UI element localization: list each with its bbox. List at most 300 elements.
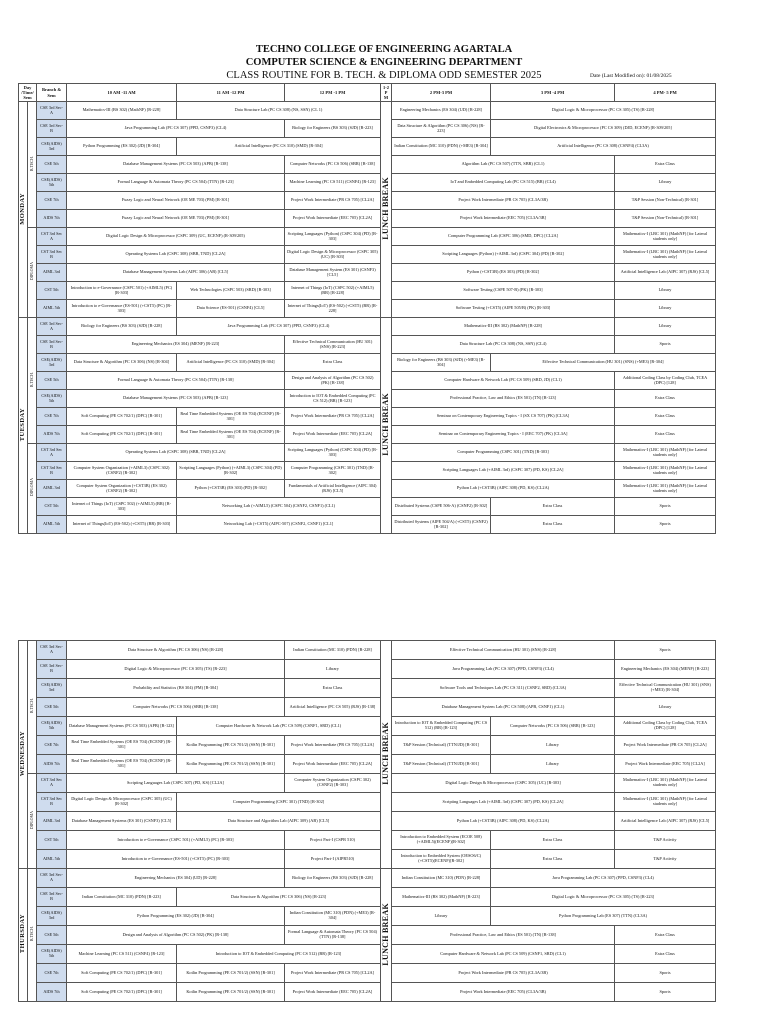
class-cell: T&P Session (Non-Technical) [R-301]: [615, 192, 716, 210]
class-cell: Indian Constitution (MC 310) (PDN) [R-228]: [392, 869, 491, 888]
class-cell: Library: [615, 282, 716, 300]
class-cell: Extra Class: [615, 156, 716, 174]
class-cell: Project Work Intermediate (EEC 705) [CL3A/3B]: [392, 210, 615, 228]
class-cell: Distributed Systems (CSPE 506-A) (CSNF2) [R-302]: [392, 498, 491, 516]
class-cell: Library: [615, 318, 716, 336]
class-cell: IoT and Embedded Computing Lab (PC CS 515) (BR) (CL4): [392, 174, 615, 192]
class-cell: Extra Class: [285, 679, 381, 698]
class-cell: Mathematics-I (LBC 301) (MathNF) [for Lateral students only]: [615, 444, 716, 462]
class-cell: Computer Programming (CSPC 301) (TND) [R-302]: [285, 462, 381, 480]
class-cell: Digital Logic & Microprocessor (PC CS 305) (TS) [R-223]: [67, 660, 285, 679]
class-cell: Extra Class: [285, 354, 381, 372]
class-cell: Extra Class: [491, 850, 615, 869]
class-cell: Data Structure and Algorithm Lab (AIPC 309) (AB) [CL5]: [177, 812, 381, 831]
table-row: [19, 498, 716, 516]
class-cell: Digital Logic & Microprocessor (PC CS 305) (TS) [R-228]: [491, 102, 716, 120]
class-cell: Computer System Organization (+CST3B) (ES 302) (CSNF2) [R-302]: [67, 480, 177, 498]
day-label-monday: MONDAY: [19, 102, 28, 318]
branch-cell: CSE 5th: [37, 926, 67, 945]
class-cell: Python Programming (ES 302) (JD) [R-304]: [67, 138, 177, 156]
table-row: [19, 831, 716, 850]
class-cell: Computer Programming (CSPC 301) (TND) [R-303]: [392, 444, 615, 462]
table-row: [19, 318, 716, 336]
branch-cell: AIML 3rd: [37, 812, 67, 831]
branch-cell: CST 3rd Sec A: [37, 228, 67, 246]
program-label-btech: B.TECH.: [28, 318, 37, 444]
class-cell: Seminar on Contemporary Engineering Topics - I (SX CS 707) (PK) [CL3A]: [392, 408, 615, 426]
class-cell: Java Programming Lab (PC CS 307) (PPD, CSNF3) (CL4): [491, 869, 716, 888]
class-cell: Internet of Things(IoT) (ES-502) (+CST5) (BR) [R-303]: [67, 516, 177, 534]
class-cell: Library: [615, 300, 716, 318]
class-cell: Biology for Engineers (BS 303) (SJD) (+ME3) [R-304]: [392, 354, 491, 372]
class-cell: Sports: [615, 516, 716, 534]
class-cell: Extra Class: [491, 516, 615, 534]
class-cell: Scripting Languages (Python) (+AIML3) (CSPC 304) (PD) [R-302]: [177, 462, 285, 480]
class-cell: Database Management Systems (PC CS 503) (APB) [R-138]: [67, 156, 285, 174]
class-cell: Extra Class: [615, 390, 716, 408]
class-cell: Kotlin Programming (PE CS 701/2) (SSN) [R-301]: [177, 964, 285, 983]
class-cell: Mathematics-I (LBC 301) (MathNF) [for Lateral students only]: [615, 793, 716, 812]
class-cell: Biology for Engineers (BS 303) (SJD) [R-228]: [67, 318, 177, 336]
routine-title: CLASS ROUTINE FOR B. TECH. & DIPLOMA ODD SEMESTER 2025: [226, 70, 542, 81]
table-row: [19, 462, 716, 480]
class-cell: Additional Coding Class by Coding Club, TCEA (DPC) [128]: [615, 717, 716, 736]
table-row: [19, 983, 716, 1002]
class-cell: Kotlin Programming (PE CS 701/2) (SSN) [R-301]: [177, 983, 285, 1002]
table-row: [19, 480, 716, 498]
class-cell: Indian Constitution (MC 310) (PDN) (+ME3) [R-304]: [285, 907, 381, 926]
class-cell: Mathematics-III (BS 302) (MathNF) [R-223]: [392, 888, 491, 907]
branch-cell: AIML 5th: [37, 516, 67, 534]
branch-cell: CSE 5th: [37, 698, 67, 717]
branch-cell: AIML 3rd: [37, 480, 67, 498]
class-cell: Artificial Intelligence (PC CS 308) (CSNF4) (CL3A): [491, 138, 716, 156]
class-cell: Indian Constitution (MC 310) (PDN) (+ME3) [R-304]: [392, 138, 491, 156]
class-cell: Project Work Intermediate (PR CS 705) [CL2A]: [285, 964, 381, 983]
last-modified-date: Date (Last Modified on): 01/08/2025: [590, 73, 672, 79]
class-cell: Real Time Embedded Systems (OE ES 704) (ECENF) [R-301]: [67, 736, 177, 755]
branch-cell: CSE 7th: [37, 192, 67, 210]
class-cell: Additional Coding Class by Coding Club, TCEA (DPC) [128]: [615, 372, 716, 390]
table-row: [19, 679, 716, 698]
class-cell: Project Work Intermediate (EEC 705) [CL2A]: [285, 210, 381, 228]
class-cell: Library: [615, 698, 716, 717]
class-cell: Data Structure & Algorithm (PC CS 306) (NS) [R-228]: [67, 641, 285, 660]
class-cell: Indian Constitution (MC 310) (PDN) [R-228]: [285, 641, 381, 660]
class-cell: Extra Class: [615, 926, 716, 945]
class-cell: Engineering Mechanics (ES 304) (MENF) [R-223]: [67, 336, 285, 354]
class-cell: Professional Practice, Law and Ethics (ES 501) (TN) [R-138]: [392, 926, 615, 945]
class-cell: Data Structure & Algorithm (PC CS 306) (NS) [R-223]: [392, 120, 491, 138]
class-cell: Digital Logic Design & Microprocessor (CSPC 309) (UC, ECENF) (R-309/205): [67, 228, 285, 246]
branch-cell: CST 3rd Sec A: [37, 444, 67, 462]
class-cell: Computer Networks (PC CS 506) (SBR) [R-138]: [285, 156, 381, 174]
routine-table-mon-tue: [18, 83, 716, 534]
class-cell: Java Programming Lab (PC CS 307) (PPD, CSNF3) (CL4): [392, 660, 615, 679]
class-cell: Scripting Languages (Python) (CSPC 304) (PD) [R-303]: [285, 444, 381, 462]
class-cell: T&P Session (Technical) (TTN/JD) [R-301]: [392, 755, 491, 774]
table-row: [19, 888, 716, 907]
table-row: [19, 926, 716, 945]
lunch-break-label: LUNCH BREAK: [381, 869, 392, 1002]
class-cell: Data Structure & Algorithm (PC CS 306) (NS) [R-223]: [177, 888, 381, 907]
class-cell: Engineering Mechanics (ES 304) (UD) [R-228]: [392, 102, 491, 120]
branch-cell: CST 3rd Sec B: [37, 246, 67, 264]
class-cell: Introduction to IOT & Embedded Computing (PC CS 512) (BR) [R-123]: [392, 717, 491, 736]
slot-header-2: 11 AM -12 PM: [177, 84, 285, 102]
class-cell: Soft Computing (PE CS 702/1) (DPC) [R-301]: [67, 983, 177, 1002]
lunch-break-label: LUNCH BREAK: [381, 102, 392, 318]
branch-cell: CSE 3rd Sec-A: [37, 318, 67, 336]
class-cell: T&P Session (Technical) (TTN/JD) [R-301]: [392, 736, 491, 755]
class-cell: Web Technologies (CSPC 503) (SRD) [R-303]: [177, 282, 285, 300]
class-cell: Sports: [615, 498, 716, 516]
class-cell: Computer Programming (CSPC 301) (TND) [R-302]: [177, 793, 381, 812]
table-row: [19, 516, 716, 534]
column-header-row: [19, 84, 716, 102]
class-cell: Library: [491, 736, 615, 755]
class-cell: Machine Learning (PC CS 511) (CSNF4) [R-123]: [285, 174, 381, 192]
table-row: [19, 736, 716, 755]
table-row: [19, 264, 716, 282]
college-name: TECHNO COLLEGE OF ENGINEERING AGARTALA: [255, 44, 513, 55]
class-cell: Python Programming Lab (ES 307) (TTN) (CL3A): [491, 907, 716, 926]
class-cell: Indian Constitution (MC 310) (PDN) [R-223]: [67, 888, 177, 907]
class-cell: Java Programming Lab (PC CS 307) (PPD, CSNF3) (CL4): [67, 120, 285, 138]
class-cell: Professional Practice, Law and Ethics (ES 501) (TN) [R-123]: [392, 390, 615, 408]
class-cell: Sports: [615, 983, 716, 1002]
table-row: [19, 869, 716, 888]
class-cell: Library: [615, 174, 716, 192]
table-row: [19, 717, 716, 736]
class-cell: Biology for Engineers (BS 303) (SJD) [R-223]: [285, 120, 381, 138]
table-row: [19, 698, 716, 717]
class-cell: Database Management System Lab (PC CS 508) (APB, CSNF1) (CL1): [392, 698, 615, 717]
class-cell: Effective Technical Communication (HU 301) (SNS) (+ME3) [R-304]: [615, 679, 716, 698]
branch-cell: CSE(AIDS) 3rd: [37, 679, 67, 698]
branch-cell: CSE 3rd Sec-B: [37, 336, 67, 354]
class-cell: Introduction to Embedded System (ECOE 508)(+AIML5)(ECENF)[R-302]: [392, 831, 491, 850]
table-row: [19, 390, 716, 408]
class-cell: Project Work Intermediate (PR CS 705) [CL2A]: [285, 408, 381, 426]
department-name: COMPUTER SCIENCE & ENGINEERING DEPARTMENT: [245, 57, 523, 68]
program-label-btech: B.TECH.: [28, 641, 37, 774]
class-cell: Scripting Languages (Python) (+AIML 3rd) (CSPC 304) (PD) [R-302]: [392, 246, 615, 264]
table-row: [19, 156, 716, 174]
class-cell: Mathematics-I (LBC 301) (MathNF) [for Lateral students only]: [615, 480, 716, 498]
table-row: [19, 102, 716, 120]
class-cell: Kotlin Programming (PE CS 701/2) (SSN) [R-301]: [177, 736, 285, 755]
class-cell: Project Work Intermediate (EEC 705) [CL2A]: [285, 426, 381, 444]
class-cell: Introduction to IOT & Embedded Computing (PC CS 512) (BR) [R-123]: [285, 390, 381, 408]
day-label-tuesday: TUESDAY: [19, 318, 28, 534]
table-row: [19, 444, 716, 462]
table-row: [19, 210, 716, 228]
table-row: [19, 774, 716, 793]
class-cell: Artificial Intelligence (PC CS 310) (SMD) [R-304]: [177, 354, 285, 372]
slot-header-6: 4 PM- 5 PM: [615, 84, 716, 102]
branch-cell: CSE(AIDS) 3rd: [37, 354, 67, 372]
slot-header-5: 3 PM -4 PM: [491, 84, 615, 102]
class-cell: Mathematics-III (BS 302) (MathNF) [R-228]: [392, 318, 615, 336]
branch-cell: CSE(AIDS) 5th: [37, 945, 67, 964]
class-cell: Software Testing (+CST5) (AIPE 505/B) (PK) [R-303]: [392, 300, 615, 318]
class-cell: Digital Logic & Microprocessor (PC CS 305) (TS) [R-223]: [491, 888, 716, 907]
table-row: [19, 300, 716, 318]
class-cell: Python (+CST3B) (ES 303) (PD) [R-302]: [177, 480, 285, 498]
branch-cell: AIDS 7th: [37, 426, 67, 444]
class-cell: Artificial Intelligence Lab (AIPC 307) (RJS) [CL5]: [615, 264, 716, 282]
class-cell: Project Work Intermediate (EEC 705) [CL2A]: [285, 983, 381, 1002]
class-cell: Seminar on Contemporary Engineering Topics - I (EEC 707) (PK) [CL3A]: [392, 426, 615, 444]
table-row: [19, 408, 716, 426]
class-cell: Distributed Systems (AIPE 504/A) (+CST5) (CSNF2) [R-302]: [392, 516, 491, 534]
class-cell: Extra Class: [615, 408, 716, 426]
branch-cell: CSE(AIDS) 3rd: [37, 907, 67, 926]
class-cell: Scripting Languages Lab (CSPC 307) (PD, KS) [CL2A]: [67, 774, 285, 793]
class-cell: Project Work Intermediate (PR CS 705) [CL2A]: [285, 736, 381, 755]
class-cell: Fundamentals of Artificial Intelligence (AIPC 304) (RJS) [CL5]: [285, 480, 381, 498]
table-row: [19, 812, 716, 831]
class-cell: Real Time Embedded Systems (OE ES 704) (ECENF) [R-301]: [67, 755, 177, 774]
class-cell: Database Management Systems Lab (AIPC 306) (AB) [CL5]: [67, 264, 285, 282]
branch-header: Branch & Sem: [37, 84, 67, 102]
class-cell: Extra Class: [491, 498, 615, 516]
class-cell: Computer Networks (PC CS 506) (SBR) [R-123]: [491, 717, 615, 736]
branch-cell: AIML 5th: [37, 850, 67, 869]
class-cell: Artificial Intelligence (PC CS 310) (SMD) [R-304]: [177, 138, 381, 156]
slot-header-1: 10 AM -11 AM: [67, 84, 177, 102]
slot-header-3: 12 PM -1 PM: [285, 84, 381, 102]
class-cell: Python Lab (+CST3B) (AIPC 308) (PD, KS) (CL2A): [392, 812, 615, 831]
class-cell: Python (+CST3B) (ES 303) (PD) [R-302]: [392, 264, 615, 282]
class-cell: Fuzzy Logic and Neural Network (OE ME 703) (PM) [R-301]: [67, 210, 285, 228]
branch-cell: CSE 3rd Sec-A: [37, 641, 67, 660]
branch-cell: CSE(AIDS) 3rd: [37, 138, 67, 156]
class-cell: Real Time Embedded Systems (OE ES 704) (ECENF) [R-301]: [177, 408, 285, 426]
class-cell: Digital Logic Design & Microprocessor (CSPC 305) (UC) [R-303]: [285, 246, 381, 264]
table-row: [19, 755, 716, 774]
class-cell: Data Structure Lab (PC CS 308) (NS, SSN) (CL 1): [177, 102, 381, 120]
branch-cell: CSE 7th: [37, 964, 67, 983]
class-cell: Internet of Things (IoT) (CSPC 502) (+AIML5) (BR) [R-303]: [67, 498, 177, 516]
branch-cell: CSE 3rd Sec-A: [37, 869, 67, 888]
class-cell: Project Part-I (CSPR 510): [285, 831, 381, 850]
class-cell: Sports: [615, 336, 716, 354]
table-row: [19, 354, 716, 372]
class-cell: Digital Logic Design & Microprocessor (CSPC 305) (UC) [R-302]: [67, 793, 177, 812]
class-cell: Scripting Languages (Python) (CSPC 304) (PD) [R-303]: [285, 228, 381, 246]
class-cell: Project Work Intermediate (PR CS 705) [CL2A]: [615, 736, 716, 755]
class-cell: Soft Computing (PE CS 702/1) (DPC) [R-301]: [67, 964, 177, 983]
branch-cell: CST 3rd Sec B: [37, 462, 67, 480]
table-row: [19, 907, 716, 926]
class-cell: Sports: [615, 641, 716, 660]
program-label-diploma: DIPLOMA: [28, 774, 37, 869]
branch-cell: CSE 7th: [37, 736, 67, 755]
branch-cell: CST 5th: [37, 831, 67, 850]
branch-cell: CSE(AIDS) 5th: [37, 174, 67, 192]
class-cell: Soft Computing (PE CS 702/1) (DPC) [R-301]: [67, 426, 177, 444]
class-cell: Mathematics-III (BS 302) (MathNF) [R-228]: [67, 102, 177, 120]
class-cell: Mathematics-I (LBC 301) (MathNF) [for Lateral students only]: [615, 774, 716, 793]
table-row: [19, 336, 716, 354]
class-cell: Java Programming Lab (PC CS 307) (PPD, CSNF3) (CL4): [177, 318, 381, 336]
class-cell: Computer Hardware & Network Lab (PC CS 509) (SRD, JD) (CL1): [392, 372, 615, 390]
class-cell: Introduction to IOT & Embedded Computing (PC CS 512) (BR) [R-123]: [177, 945, 381, 964]
day-time-header: Day /Time/ Sem: [19, 84, 37, 102]
class-cell: Database Management Systems (ES 301) (CSNF3) [CL5]: [67, 812, 177, 831]
class-cell: Design and Analysis of Algorithm (PC CS 502) (PK) [R-138]: [285, 372, 381, 390]
class-cell: Extra Class: [615, 945, 716, 964]
class-cell: Artificial Intelligence Lab (AIPC 307) (RJS) [CL5]: [615, 812, 716, 831]
class-cell: Sports: [615, 964, 716, 983]
class-cell: Data Structure & Algorithm (PC CS 306) (NS) [R-304]: [67, 354, 177, 372]
program-label-diploma: DIPLOMA: [28, 228, 37, 318]
routine-table-wed-thu: [18, 640, 716, 1002]
class-cell: Machine Learning (PC CS 511) (CSNF4) [R-123]: [67, 945, 177, 964]
class-cell: Algorithm Lab (PC CS 507) (TTN, SBR) (CL1): [392, 156, 615, 174]
class-cell: Engineering Mechanics (ES 304) (MENF) [R-223]: [615, 660, 716, 679]
program-label-diploma: DIPLOMA: [28, 444, 37, 534]
class-cell: Library: [285, 660, 381, 679]
class-cell: Kotlin Programming (PE CS 701/2) (SSN) [R-301]: [177, 755, 285, 774]
class-cell: Scripting Languages Lab (+AIML 3rd) (CSPC 307) (PD, KS) [CL2A]: [392, 793, 615, 812]
class-cell: Database Management Systems (PC CS 503) (APB) [R-123]: [67, 717, 177, 736]
class-cell: Computer Hardware & Network Lab (PC CS 509) (CSNF1, SRD) (CL1): [177, 717, 381, 736]
class-cell: Formal Language & Automata Theory (PC CS 504) (TTN) [R-138]: [67, 372, 285, 390]
class-cell: Operating Systems Lab (CSPC 308) (SBR, TND) [CL2A]: [67, 444, 285, 462]
class-cell: Effective Technical Communication (HU 301) (SNS) [R-223]: [285, 336, 381, 354]
table-row: [19, 228, 716, 246]
table-row: [19, 138, 716, 156]
table-row: [19, 945, 716, 964]
class-cell: Project Work Intermediate (EEC 705) [CL2A]: [615, 755, 716, 774]
table-row: [19, 120, 716, 138]
class-cell: Software Tools and Techniques Lab (PC CS 311) (CSNF2, SRD) (CL3A): [392, 679, 615, 698]
class-cell: Computer Programming Lab (CSPC 306) (SMD, DPC) [CL2A]: [392, 228, 615, 246]
class-cell: T&P Activity: [615, 831, 716, 850]
class-cell: Project Part-I (AIPR510): [285, 850, 381, 869]
table-row: [19, 660, 716, 679]
class-cell: Engineering Mechanics (ES 304) (UD) [R-228]: [67, 869, 285, 888]
day-label-thursday: THURSDAY: [19, 869, 28, 1002]
table-row: [19, 372, 716, 390]
class-cell: T&P Activity: [615, 850, 716, 869]
branch-cell: AIDS 7th: [37, 983, 67, 1002]
class-cell: Effective Technical Communication (HU 301) (SNS) [R-228]: [392, 641, 615, 660]
table-row: [19, 426, 716, 444]
class-cell: Scripting Languages Lab (+AIML 3rd) (CSPC 307) (PD, KS) [CL2A]: [392, 462, 615, 480]
class-cell: Library: [491, 755, 615, 774]
class-cell: Internet of Things (IoT) (CSPC 502) (+AIML5) (BR) [R-228]: [285, 282, 381, 300]
branch-cell: CST 3rd Sec B: [37, 793, 67, 812]
class-cell: Digital Logic Design & Microprocessor (CSPC 305) (UC) [R-303]: [392, 774, 615, 793]
class-cell: Formal Language & Automata Theory (PC CS 504) (TTN) [R-138]: [285, 926, 381, 945]
class-cell: Library: [392, 907, 491, 926]
program-label-btech: B.TECH.: [28, 102, 37, 228]
branch-cell: CSE 3rd Sec-B: [37, 660, 67, 679]
class-cell: Python Lab (+CST3B) (AIPC 308) (PD, KS) (CL2A): [392, 480, 615, 498]
class-cell: Operating Systems Lab (CSPC 308) (SBR, TND) [CL2A]: [67, 246, 285, 264]
class-cell: Soft Computing (PE CS 702/1) (DPC) [R-301]: [67, 408, 177, 426]
class-cell: Real Time Embedded Systems (OE ES 704) (ECENF) [R-301]: [177, 426, 285, 444]
class-cell: Effective Technical Communication (HU 301) (SNS) (+ME3) [R-304]: [491, 354, 716, 372]
program-label-btech: B.TECH.: [28, 869, 37, 1002]
class-cell: Networking Lab (+CST5) (AIPC-507) (CSNF2, CSNF1) [CL1]: [177, 516, 381, 534]
branch-cell: AIDS 7th: [37, 755, 67, 774]
class-cell: Project Work Intermediate (EEC 705) [CL2A]: [285, 755, 381, 774]
table-row: [19, 964, 716, 983]
branch-cell: AIDS 7th: [37, 210, 67, 228]
class-cell: Extra Class: [491, 831, 615, 850]
table-row: [19, 641, 716, 660]
class-cell: Database Management Systems (PC CS 503) (APB) [R-123]: [67, 390, 285, 408]
lunch-break-label: LUNCH BREAK: [381, 318, 392, 534]
class-cell: Data Science (ES-501) (CSNF4) [CL5]: [177, 300, 285, 318]
branch-cell: AIML 5th: [37, 300, 67, 318]
class-cell: Formal Language & Automata Theory (PC CS 504) (TTN) [R-123]: [67, 174, 285, 192]
class-cell: Extra Class: [615, 426, 716, 444]
table-row: [19, 174, 716, 192]
class-cell: Python Programming (ES 302) (JD) [R-304]: [67, 907, 285, 926]
class-cell: Introduction to e-Governance (ES-501) (+CST5) (PC) [R-303]: [67, 850, 285, 869]
table-row: [19, 282, 716, 300]
branch-cell: CSE 3rd Sec-B: [37, 120, 67, 138]
branch-cell: AIML 3rd: [37, 264, 67, 282]
class-cell: Probability and Statistics (BS 304) (PM) [R-304]: [67, 679, 285, 698]
class-cell: Data Structure Lab (PC CS 308) (NS, SSN) (CL4): [392, 336, 615, 354]
class-cell: Computer System Organization (CSPC 302) (CSNF2) [R-303]: [285, 774, 381, 793]
class-cell: Internet of Things(IoT) (ES-502) (+CST5) (BR) [R-228]: [285, 300, 381, 318]
break-header: 1-2 PM: [381, 84, 392, 102]
branch-cell: CST 3rd Sec A: [37, 774, 67, 793]
class-cell: Computer System Organization (+AIML3) (CSPC 302) (CSNF2) [R-302]: [67, 462, 177, 480]
class-cell: Introduction to Embedded System (OESO6/C)(+CST5)(ECENF)[R-302]: [392, 850, 491, 869]
class-cell: T&P Session (Non-Technical) [R-301]: [615, 210, 716, 228]
class-cell: Project Work Intermediate (PR CS 705) (CL3A/3B): [392, 964, 615, 983]
table-row: [19, 246, 716, 264]
branch-cell: CSE(AIDS) 5th: [37, 390, 67, 408]
table-row: [19, 192, 716, 210]
class-cell: Networking Lab (+AIML5) (CSPC 504) (CSNF2, CSNF1) (CL1): [177, 498, 381, 516]
table-row: [19, 850, 716, 869]
branch-cell: CSE 3rd Sec-B: [37, 888, 67, 907]
class-cell: Design and Analysis of Algorithm (PC CS 502) (PK) [R-138]: [67, 926, 285, 945]
class-cell: Project Work Intermediate (PR CS 705) (CL3A/3B): [392, 192, 615, 210]
day-label-wednesday: WEDNESDAY: [19, 641, 28, 869]
branch-cell: CSE(AIDS) 5th: [37, 717, 67, 736]
branch-cell: CST 5th: [37, 498, 67, 516]
class-cell: Computer Hardware & Network Lab (PC CS 509) (CSNF1, SRD) (CL1): [392, 945, 615, 964]
slot-header-4: 2 PM-3 PM: [392, 84, 491, 102]
class-cell: Project Work Intermediate (PR CS 705) [CL2A]: [285, 192, 381, 210]
class-cell: Computer Networks (PC CS 506) (SBR) [R-138]: [67, 698, 285, 717]
class-cell: Fuzzy Logic and Neural Network (OE ME 703) (PM) [R-301]: [67, 192, 285, 210]
class-cell: Project Work Intermediate (EEC 705) (CL3A/3B): [392, 983, 615, 1002]
class-cell: Introduction to e-Governance (CSPC 501) (+AIML5) (PC) [R-303]: [67, 282, 177, 300]
branch-cell: CSE 3rd Sec-A: [37, 102, 67, 120]
class-cell: Introduction to e-Governance (ES-501) (+CST5) (PC) [R-303]: [67, 300, 177, 318]
class-cell: Artificial Intelligence (PC CS 505) (RJS) [R-138]: [285, 698, 381, 717]
branch-cell: CSE 5th: [37, 156, 67, 174]
branch-cell: CSE 7th: [37, 408, 67, 426]
class-cell: Digital Electronics & Microprocessor (PC CS 309) (DJD, ECENF) [R-309/205]: [491, 120, 716, 138]
branch-cell: CSE 5th: [37, 372, 67, 390]
lunch-break-label: LUNCH BREAK: [381, 641, 392, 869]
branch-cell: CST 5th: [37, 282, 67, 300]
class-cell: Mathematics-I (LBC 301) (MathNF) [for Lateral students only]: [615, 246, 716, 264]
